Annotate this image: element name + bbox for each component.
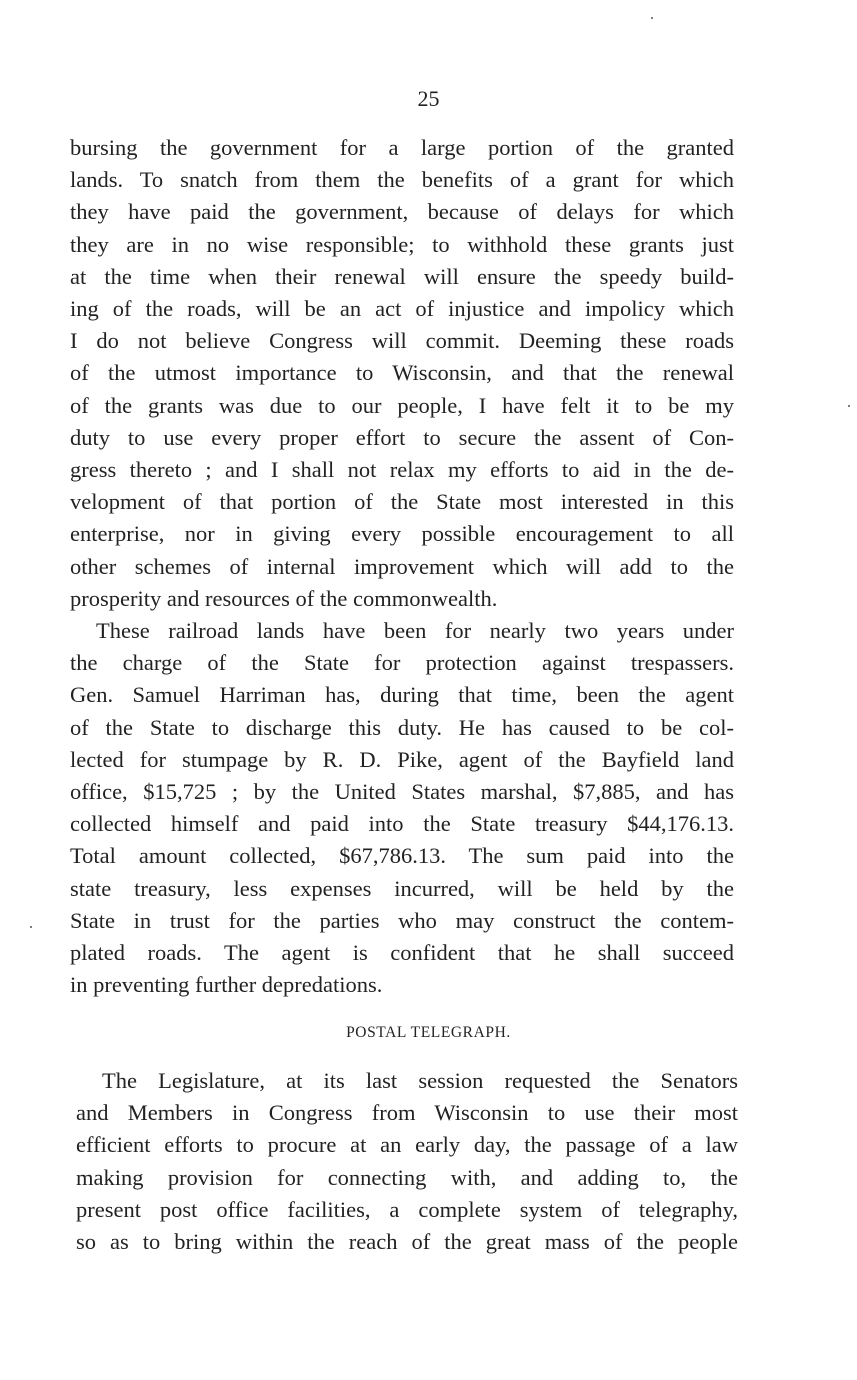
- paragraph-postal-telegraph: [76, 1065, 738, 1258]
- text-line: I do not believe Congress will commit. Deeming these roads: [70, 328, 734, 354]
- text-line: The Legislature, at its last session requested the Senators: [102, 1068, 738, 1093]
- text-line: at the time when their renewal will ensure the speedy build-: [70, 263, 734, 289]
- paper-speck: [651, 17, 653, 19]
- paper-speck: [848, 405, 850, 407]
- text-line: other schemes of internal improvement which will add to the: [70, 553, 734, 579]
- text-line: of the State to discharge this duty. He has caused to be col-: [70, 714, 734, 740]
- text-line: collected himself and paid into the State treasury $44,176.13.: [70, 811, 734, 837]
- text-line: office, $15,725 ; by the United States marshal, $7,885, and has: [70, 779, 734, 805]
- text-line: Gen. Samuel Harriman has, during that time, been the agent: [70, 682, 734, 708]
- text-line: Total amount collected, $67,786.13. The sum paid into the: [70, 843, 734, 869]
- text-line: velopment of that portion of the State most interested in this: [70, 489, 734, 515]
- text-line: gress thereto ; and I shall not relax my efforts to aid in the de-: [70, 457, 734, 483]
- section-heading: POSTAL TELEGRAPH.: [346, 1024, 511, 1041]
- text-line: These railroad lands have been for nearly two years under: [96, 618, 734, 644]
- text-line: present post office facilities, a complete system of telegraphy,: [76, 1196, 738, 1222]
- body-text: [70, 132, 734, 1001]
- body-text-postal-telegraph: [76, 1065, 738, 1258]
- text-line: and Members in Congress from Wisconsin to use their most: [76, 1100, 738, 1126]
- text-line: of the utmost importance to Wisconsin, and that the renewal: [70, 360, 734, 386]
- text-line: lands. To snatch from them the benefits of a grant for which: [70, 167, 734, 193]
- text-line: efficient efforts to procure at an early day, the passage of a law: [76, 1132, 738, 1158]
- text-line: the charge of the State for protection against trespassers.: [70, 650, 734, 676]
- text-line: state treasury, less expenses incurred, will be held by the: [70, 875, 734, 901]
- paper-speck: [30, 926, 32, 928]
- text-line: plated roads. The agent is confident that he shall succeed: [70, 940, 734, 966]
- text-line: State in trust for the parties who may construct the contem-: [70, 907, 734, 933]
- text-line: lected for stumpage by R. D. Pike, agent of the Bayfield land: [70, 746, 734, 772]
- paragraph-railroad-grants: [70, 132, 734, 615]
- text-line: enterprise, nor in giving every possible encouragement to all: [70, 521, 734, 547]
- text-line: duty to use every proper effort to secure the assent of Con-: [70, 424, 734, 450]
- text-line: so as to bring within the reach of the great mass of the people: [76, 1229, 738, 1255]
- text-line: of the grants was due to our people, I have felt it to be my: [70, 392, 734, 418]
- text-line: in preventing further depredations.: [70, 972, 383, 998]
- text-line: bursing the government for a large portion of the granted: [70, 135, 734, 160]
- text-line: making provision for connecting with, and adding to, the: [76, 1164, 738, 1190]
- paragraph-railroad-lands: [70, 615, 734, 1001]
- text-line: ing of the roads, will be an act of injustice and impolicy which: [70, 296, 734, 322]
- text-line: they have paid the government, because of delays for which: [70, 199, 734, 225]
- text-line: prosperity and resources of the commonwealth.: [70, 585, 498, 611]
- text-line: they are in no wise responsible; to withhold these grants just: [70, 231, 734, 257]
- page-number: 25: [417, 86, 440, 111]
